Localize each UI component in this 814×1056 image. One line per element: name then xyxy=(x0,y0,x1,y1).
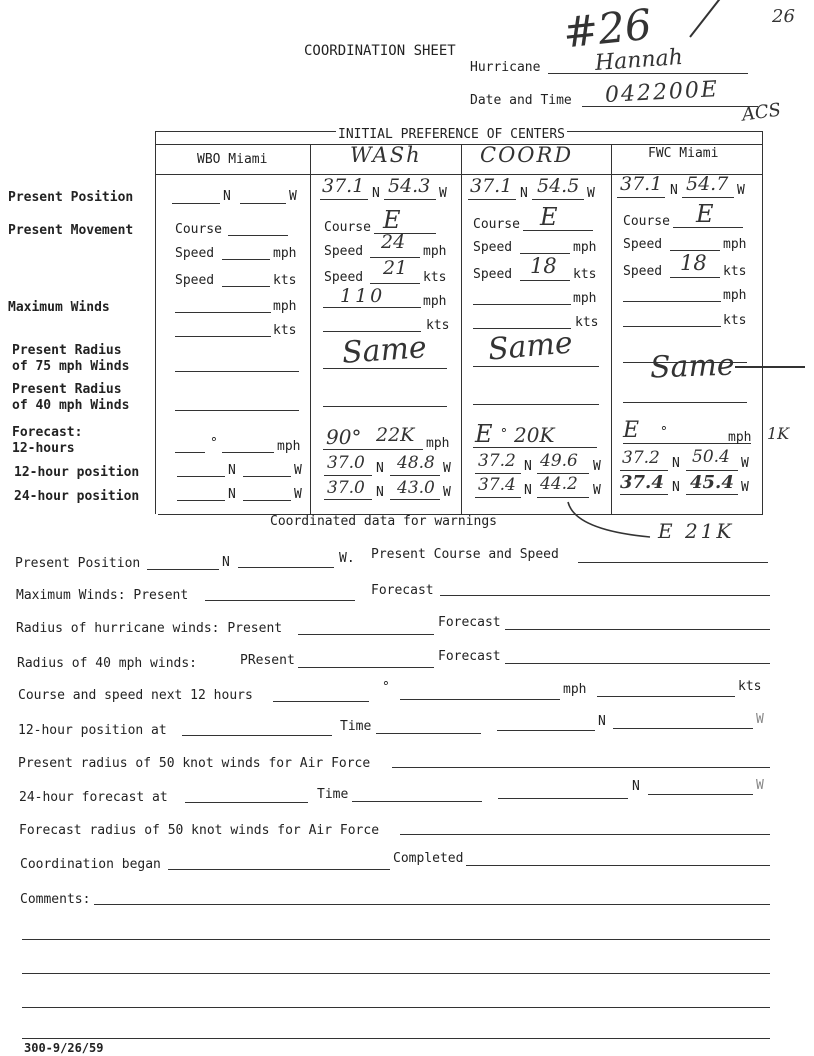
fwc-p24-w-line xyxy=(686,494,738,495)
coord-pos-w-line xyxy=(532,199,584,200)
completed-line xyxy=(466,865,770,866)
fc-radius50-af-label: Forecast radius of 50 knot winds for Air Force xyxy=(19,823,380,838)
table-header-rule xyxy=(155,144,763,145)
wash-max-mph: mph xyxy=(423,294,447,309)
fwc-speed-kts-value: 18 xyxy=(680,251,707,275)
pos12-w: W xyxy=(756,712,764,727)
coord-p12-w: W xyxy=(593,459,601,474)
coord-speed-mph-label: Speed xyxy=(473,240,513,255)
fc24-at-label: 24-hour forecast at xyxy=(19,790,168,805)
fwc-radius75-strike xyxy=(735,366,805,368)
fwc-kts: kts xyxy=(723,264,747,279)
wbo-pos-w-line xyxy=(240,203,286,204)
present-position-n: N xyxy=(222,555,230,570)
pos12-w-line xyxy=(613,728,753,729)
coord-pos-w: W xyxy=(587,186,595,201)
radius-40-present-line xyxy=(298,667,434,668)
wbo-pos-n-line xyxy=(172,203,220,204)
wbo-fc-dir-line xyxy=(175,452,205,453)
row-label-radius40-l1: Present Radius xyxy=(12,382,122,397)
max-winds-forecast-label: Forecast xyxy=(371,583,434,598)
pos12-n: N xyxy=(598,714,606,729)
wash-speed-mph-value: 24 xyxy=(381,231,406,253)
fwc-max-mph-line xyxy=(623,301,721,302)
wash-p24-w-line xyxy=(390,499,440,500)
coord-p24-w-line xyxy=(537,497,589,498)
fwc-pos-n: N xyxy=(670,183,678,198)
date-time-value: 042200E xyxy=(604,77,720,108)
coord-fc-speed-value: 20K xyxy=(514,423,555,447)
hurricane-line xyxy=(548,73,748,74)
wbo-p24-n-line xyxy=(177,500,225,501)
row-label-radius75-l2: of 75 mph Winds xyxy=(12,359,130,374)
max-winds-forecast-line xyxy=(440,595,770,596)
coord-p12-w-value: 49.6 xyxy=(540,451,578,471)
wash-course-label: Course xyxy=(324,220,371,235)
wbo-fc-mph: mph xyxy=(277,439,301,454)
fwc-p24-n-line xyxy=(620,494,668,495)
radius-40-forecast-label: Forecast xyxy=(438,649,501,664)
wbo-radius75-line xyxy=(175,371,299,372)
coord-p12-n-value: 37.2 xyxy=(478,451,516,471)
course-speed-12-dir-line xyxy=(273,701,369,702)
fwc-p24-n-value: 37.4 xyxy=(620,472,664,493)
wash-p12-n: N xyxy=(376,461,384,476)
wbo-kts: kts xyxy=(273,273,297,288)
wash-p12-n-value: 37.0 xyxy=(327,453,365,473)
fwc-speed-kts-label: Speed xyxy=(623,264,663,279)
table-divider-3 xyxy=(611,144,612,514)
wbo-speed-kts-line xyxy=(222,286,270,287)
fc24-n-line xyxy=(498,798,628,799)
fc24-at-line xyxy=(185,802,308,803)
row-label-forecast-l1: Forecast: xyxy=(12,425,83,440)
course-speed-12-kts: kts xyxy=(738,679,762,694)
fwc-p12-n: N xyxy=(672,456,680,471)
wash-pos-w-line xyxy=(384,199,436,200)
table-banner: INITIAL PREFERENCE OF CENTERS xyxy=(338,127,565,142)
wbo-pos-n: N xyxy=(223,189,231,204)
row-label-radius75-l1: Present Radius xyxy=(12,343,122,358)
coord-began-line xyxy=(168,869,390,870)
row-label-radius40-l2: of 40 mph Winds xyxy=(12,398,130,413)
row-label-maximum-winds: Maximum Winds xyxy=(8,300,110,315)
wash-radius40-line xyxy=(323,406,447,407)
fwc-p24-w-value: 45.4 xyxy=(690,472,734,493)
coord-course-line xyxy=(523,230,593,231)
wash-p24-n-value: 37.0 xyxy=(327,478,365,498)
coord-p24-n: N xyxy=(524,483,532,498)
wbo-max-kts: kts xyxy=(273,323,297,338)
coord-p12-n-line xyxy=(475,473,521,474)
fc24-time-label: Time xyxy=(317,787,349,802)
row-label-pos24: 24-hour position xyxy=(14,489,140,504)
wbo-speed-mph-label: Speed xyxy=(175,246,215,261)
fwc-p12-n-line xyxy=(620,470,668,471)
coord-p24-n-value: 37.4 xyxy=(478,475,516,495)
row-label-present-movement: Present Movement xyxy=(8,223,134,238)
wash-radius75-value: Same xyxy=(340,330,428,371)
row-label-pos12: 12-hour position xyxy=(14,465,140,480)
wbo-speed-kts-label: Speed xyxy=(175,273,215,288)
coord-fc-line xyxy=(473,447,597,448)
wbo-max-kts-line xyxy=(175,336,271,337)
fwc-p12-w-line xyxy=(686,470,738,471)
wash-speed-kts-label: Speed xyxy=(324,270,364,285)
wash-p24-n: N xyxy=(376,485,384,500)
coord-course-label: Course xyxy=(473,217,520,232)
hurricane-value: Hannah xyxy=(594,44,684,77)
comments-label: Comments: xyxy=(20,892,91,907)
radius-hurricane-forecast-line xyxy=(505,629,770,630)
radius-40-forecast-line xyxy=(505,663,770,664)
fc-radius50-af-line xyxy=(400,834,770,835)
coord-fc-deg: ° xyxy=(500,427,508,442)
pos12-time-line xyxy=(376,733,481,734)
fc24-n: N xyxy=(632,779,640,794)
wbo-p24-w-line xyxy=(243,500,291,501)
wash-speed-mph-label: Speed xyxy=(324,244,364,259)
course-speed-12-kts-line xyxy=(597,696,735,697)
wash-p24-w: W xyxy=(443,485,451,500)
max-winds-present-label: Maximum Winds: Present xyxy=(16,588,189,603)
row-label-present-position: Present Position xyxy=(8,190,134,205)
coord-began-label: Coordination began xyxy=(20,857,161,872)
fwc-p12-w-value: 50.4 xyxy=(692,447,730,467)
coord-speed-kts-line xyxy=(520,280,570,281)
wbo-course-line xyxy=(228,235,288,236)
wash-speed-kts-line xyxy=(370,283,420,284)
wbo-p12-n-line xyxy=(177,476,225,477)
course-speed-12-mph-line xyxy=(400,699,560,700)
present-position-w: W. xyxy=(339,551,355,566)
fc24-w: W xyxy=(756,778,764,793)
wash-p12-w-line xyxy=(390,475,440,476)
coord-pos-n: N xyxy=(520,186,528,201)
table-divider-1 xyxy=(310,144,311,514)
wbo-p12-w-line xyxy=(243,476,291,477)
fwc-max-mph: mph xyxy=(723,288,747,303)
present-position-w-line xyxy=(238,567,334,568)
radius-hurricane-forecast-label: Forecast xyxy=(438,615,501,630)
table-divider-2 xyxy=(461,144,462,514)
fwc-course-line xyxy=(673,227,743,228)
wash-mph: mph xyxy=(423,244,447,259)
fwc-p12-n-value: 37.2 xyxy=(622,448,660,468)
row-label-forecast-l2: 12-hours xyxy=(12,441,75,456)
coord-p24-n-line xyxy=(475,497,521,498)
wbo-course-label: Course xyxy=(175,222,222,237)
coord-p12-n: N xyxy=(524,459,532,474)
fwc-speed-mph-label: Speed xyxy=(623,237,663,252)
pos12-at-line xyxy=(182,735,332,736)
wash-pos-n: N xyxy=(372,186,380,201)
max-winds-present-line xyxy=(205,600,355,601)
wbo-mph: mph xyxy=(273,246,297,261)
fwc-course-label: Course xyxy=(623,214,670,229)
comments-line-5 xyxy=(22,1038,770,1039)
wash-fc-dir-value: 90° xyxy=(326,425,362,449)
table-subheader-rule xyxy=(155,174,763,175)
wash-p12-w-value: 48.8 xyxy=(397,453,435,473)
coord-pos-n-value: 37.1 xyxy=(470,175,513,197)
fwc-p24-n: N xyxy=(672,480,680,495)
course-speed-12-label: Course and speed next 12 hours xyxy=(18,688,253,703)
wash-pos-n-value: 37.1 xyxy=(322,175,365,197)
wbo-p24-w: W xyxy=(294,487,302,502)
fwc-fc-mph: mph xyxy=(728,430,752,445)
col-header-wash: WASh xyxy=(350,143,422,167)
wbo-speed-mph-line xyxy=(222,259,270,260)
wbo-p12-n: N xyxy=(228,463,236,478)
comments-line-4 xyxy=(22,1007,770,1008)
pos12-at-label: 12-hour position at xyxy=(18,723,167,738)
wbo-pos-w: W xyxy=(289,189,297,204)
present-course-speed-label: Present Course and Speed xyxy=(371,547,559,562)
initials: ACS xyxy=(740,99,783,126)
fwc-pos-w: W xyxy=(737,183,745,198)
comments-line-2 xyxy=(22,939,770,940)
coord-max-kts: kts xyxy=(575,315,599,330)
coord-pos-n-line xyxy=(468,199,516,200)
wash-p24-w-value: 43.0 xyxy=(397,478,435,498)
radius50-af-line xyxy=(392,767,770,768)
fwc-course-value: E xyxy=(696,200,714,228)
wash-p24-n-line xyxy=(324,499,372,500)
date-time-label: Date and Time xyxy=(470,93,572,108)
wash-pos-w: W xyxy=(439,186,447,201)
radius-hurricane-label: Radius of hurricane winds: Present xyxy=(16,621,283,636)
wbo-max-mph-line xyxy=(175,312,271,313)
fwc-radius75-value: Same xyxy=(649,347,736,386)
annotation-note: E 21K xyxy=(658,519,735,543)
wbo-fc-deg: ° xyxy=(210,436,218,451)
wash-fc-mph: mph xyxy=(426,436,450,451)
coord-speed-kts-label: Speed xyxy=(473,267,513,282)
fwc-fc-dir-value: E xyxy=(623,418,640,443)
coord-kts: kts xyxy=(573,267,597,282)
form-code: 300-9/26/59 xyxy=(24,1041,104,1055)
pos12-time-label: Time xyxy=(340,719,372,734)
header-check-stroke xyxy=(689,0,740,38)
radius-hurricane-present-line xyxy=(298,634,434,635)
coord-radius75-line xyxy=(473,366,599,367)
present-position-n-line xyxy=(147,569,219,570)
course-speed-12-deg: ° xyxy=(382,680,390,695)
coord-max-mph-line xyxy=(473,304,571,305)
coord-max-mph: mph xyxy=(573,291,597,306)
col-header-fwc: FWC Miami xyxy=(648,146,719,161)
wash-max-kts: kts xyxy=(426,318,450,333)
coord-p24-w: W xyxy=(593,483,601,498)
coord-speed-kts-value: 18 xyxy=(530,254,557,278)
radius-40-label: Radius of 40 mph winds: xyxy=(17,656,198,671)
fwc-pos-w-value: 54.7 xyxy=(686,173,729,195)
wash-p12-n-line xyxy=(324,475,372,476)
fwc-fc-deg: ° xyxy=(660,425,668,440)
fc24-time-line xyxy=(352,801,482,802)
page-title: COORDINATION SHEET xyxy=(304,43,456,59)
fwc-pos-n-line xyxy=(617,197,665,198)
col-header-wbo: WBO Miami xyxy=(197,152,268,167)
coord-mph: mph xyxy=(573,240,597,255)
fwc-pos-n-value: 37.1 xyxy=(620,173,663,195)
present-course-speed-line xyxy=(578,562,768,563)
comments-line-1 xyxy=(94,904,770,905)
fwc-p12-w: W xyxy=(741,456,749,471)
wash-speed-kts-value: 21 xyxy=(383,257,408,279)
fwc-max-kts: kts xyxy=(723,313,747,328)
wash-pos-w-value: 54.3 xyxy=(388,175,431,197)
wash-max-mph-line xyxy=(323,307,421,308)
warnings-heading: Coordinated data for warnings xyxy=(270,514,497,529)
wbo-fc-speed-line xyxy=(222,452,274,453)
table-right-border xyxy=(762,131,763,514)
present-position-label: Present Position xyxy=(15,556,141,571)
fwc-fc-speed-value: 1K xyxy=(767,424,790,443)
coord-p24-w-value: 44.2 xyxy=(540,474,578,494)
wash-course-value: E xyxy=(383,206,401,234)
wash-max-mph-value: 110 xyxy=(340,285,386,307)
wbo-radius40-line xyxy=(175,410,299,411)
fwc-p24-w: W xyxy=(741,480,749,495)
fc24-w-line xyxy=(648,794,753,795)
radius50-af-label: Present radius of 50 knot winds for Air Force xyxy=(18,756,371,771)
coord-radius75-value: Same xyxy=(486,325,574,368)
corner-mark: 26 xyxy=(772,6,795,27)
wbo-p12-w: W xyxy=(294,463,302,478)
wbo-max-mph: mph xyxy=(273,299,297,314)
wash-fc-speed-value: 22K xyxy=(376,424,415,446)
col-header-coord: COORD xyxy=(480,143,574,167)
fwc-mph: mph xyxy=(723,237,747,252)
table-left-border xyxy=(155,131,156,514)
wash-p12-w: W xyxy=(443,461,451,476)
pos12-n-line xyxy=(497,730,595,731)
comments-line-3 xyxy=(22,973,770,974)
coord-fc-dir-value: E xyxy=(475,420,493,448)
hurricane-label: Hurricane xyxy=(470,60,541,75)
wash-kts: kts xyxy=(423,270,447,285)
completed-label: Completed xyxy=(393,851,464,866)
wash-fc-line xyxy=(323,449,423,450)
wash-pos-n-line xyxy=(320,199,368,200)
course-speed-12-mph: mph xyxy=(563,682,587,697)
coord-radius40-line xyxy=(473,404,599,405)
fwc-pos-w-line xyxy=(682,197,734,198)
sheet-number: #26 xyxy=(560,0,654,58)
fwc-speed-kts-line xyxy=(670,277,720,278)
fwc-max-kts-line xyxy=(623,326,721,327)
coord-pos-w-value: 54.5 xyxy=(537,175,580,197)
wbo-p24-n: N xyxy=(228,487,236,502)
wash-radius75-line xyxy=(323,368,447,369)
coord-course-value: E xyxy=(540,203,558,231)
fwc-radius40-line xyxy=(623,402,747,403)
radius-40-present-label: PResent xyxy=(240,653,295,668)
